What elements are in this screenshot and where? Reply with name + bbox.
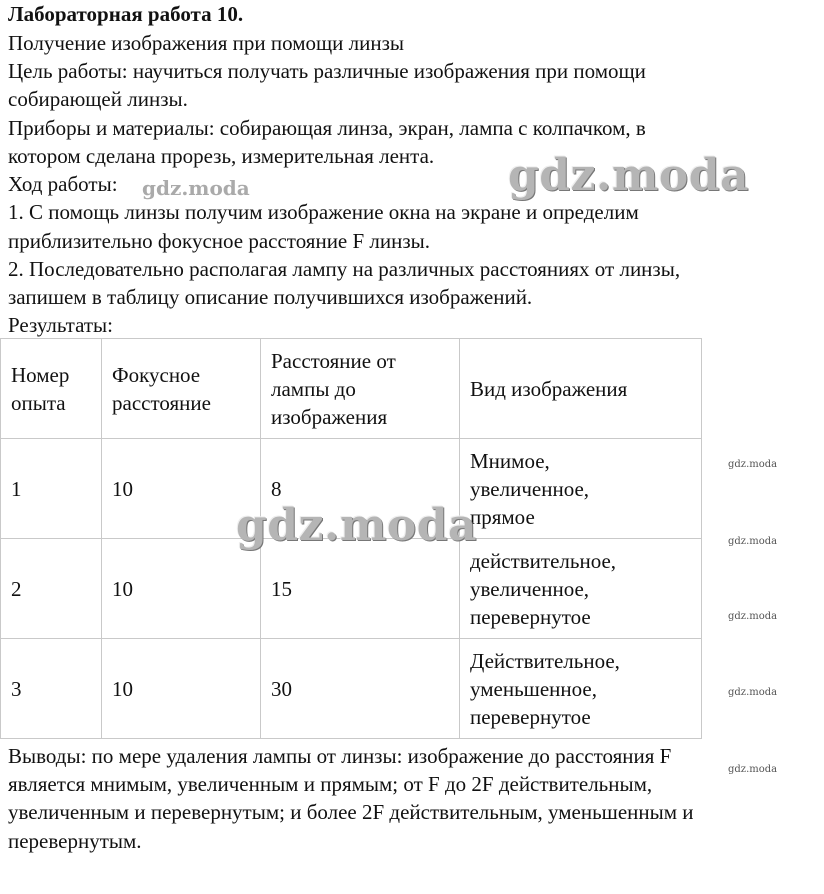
cell-number: 2	[1, 539, 102, 639]
watermark-logo: gdz.moda	[508, 150, 750, 201]
conclusion-line-1: Выводы: по мере удаления лампы от линзы: изображение до расстояния F	[8, 744, 672, 768]
conclusion-line-3: увеличенным и перевернутым; и более 2F действительным, уменьшенным и	[8, 800, 694, 824]
materials-line-1: Приборы и материалы: собирающая линза, экран, лампа с колпачком, в	[8, 116, 646, 140]
watermark-small: gdz.moda	[728, 459, 778, 470]
conclusion-line-2: является мнимым, увеличенным и прямым; от F до 2F действительным,	[8, 772, 653, 796]
watermark-logo: gdz.moda	[236, 500, 478, 551]
cell-number: 1	[1, 439, 102, 539]
results-heading: Результаты:	[8, 313, 113, 337]
table-header-row	[1, 339, 702, 439]
conclusion-line-4: перевернутым.	[8, 829, 142, 853]
watermark-small: gdz.moda	[728, 536, 778, 547]
cell-focal: 10	[102, 639, 261, 739]
watermark-inline: gdz.moda	[142, 176, 250, 200]
table-row	[1, 639, 702, 739]
lab-topic: Получение изображения при помощи линзы	[8, 31, 405, 55]
cell-distance: 15	[261, 539, 460, 639]
cell-number: 3	[1, 639, 102, 739]
header-cell-kind: Вид изображения	[460, 339, 702, 439]
cell-kind: действительное, увеличенное, перевернутое	[460, 539, 702, 639]
cell-distance: 30	[261, 639, 460, 739]
materials-line-2: котором сделана прорезь, измерительная лента.	[8, 144, 435, 168]
step1-line-1: 1. С помощь линзы получим изображение окна на экране и определим	[8, 200, 639, 224]
step1-line-2: приблизительно фокусное расстояние F линзы.	[8, 229, 431, 253]
lab-title: Лабораторная работа 10.	[8, 2, 244, 26]
step2-line-1: 2. Последовательно располагая лампу на различных расстояниях от линзы,	[8, 257, 681, 281]
table-row	[1, 539, 702, 639]
goal-line-2: собирающей линзы.	[8, 87, 188, 111]
header-cell-distance: Расстояние от лампы до изображения	[261, 339, 460, 439]
cell-kind: Мнимое, увеличенное, прямое	[460, 439, 702, 539]
header-cell-focal: Фокусное расстояние	[102, 339, 261, 439]
watermark-small: gdz.moda	[728, 764, 778, 775]
procedure-heading: Ход работы:	[8, 172, 118, 196]
cell-focal: 10	[102, 439, 261, 539]
header-cell-number: Номер опыта	[1, 339, 102, 439]
cell-focal: 10	[102, 539, 261, 639]
cell-distance: 8	[261, 439, 460, 539]
watermark-small: gdz.moda	[728, 687, 778, 698]
goal-line-1: Цель работы: научиться получать различные изображения при помощи	[8, 59, 646, 83]
step2-line-2: запишем в таблицу описание получившихся изображений.	[8, 285, 533, 309]
watermark-small: gdz.moda	[728, 611, 778, 622]
cell-kind: Действительное, уменьшенное, перевернутое	[460, 639, 702, 739]
